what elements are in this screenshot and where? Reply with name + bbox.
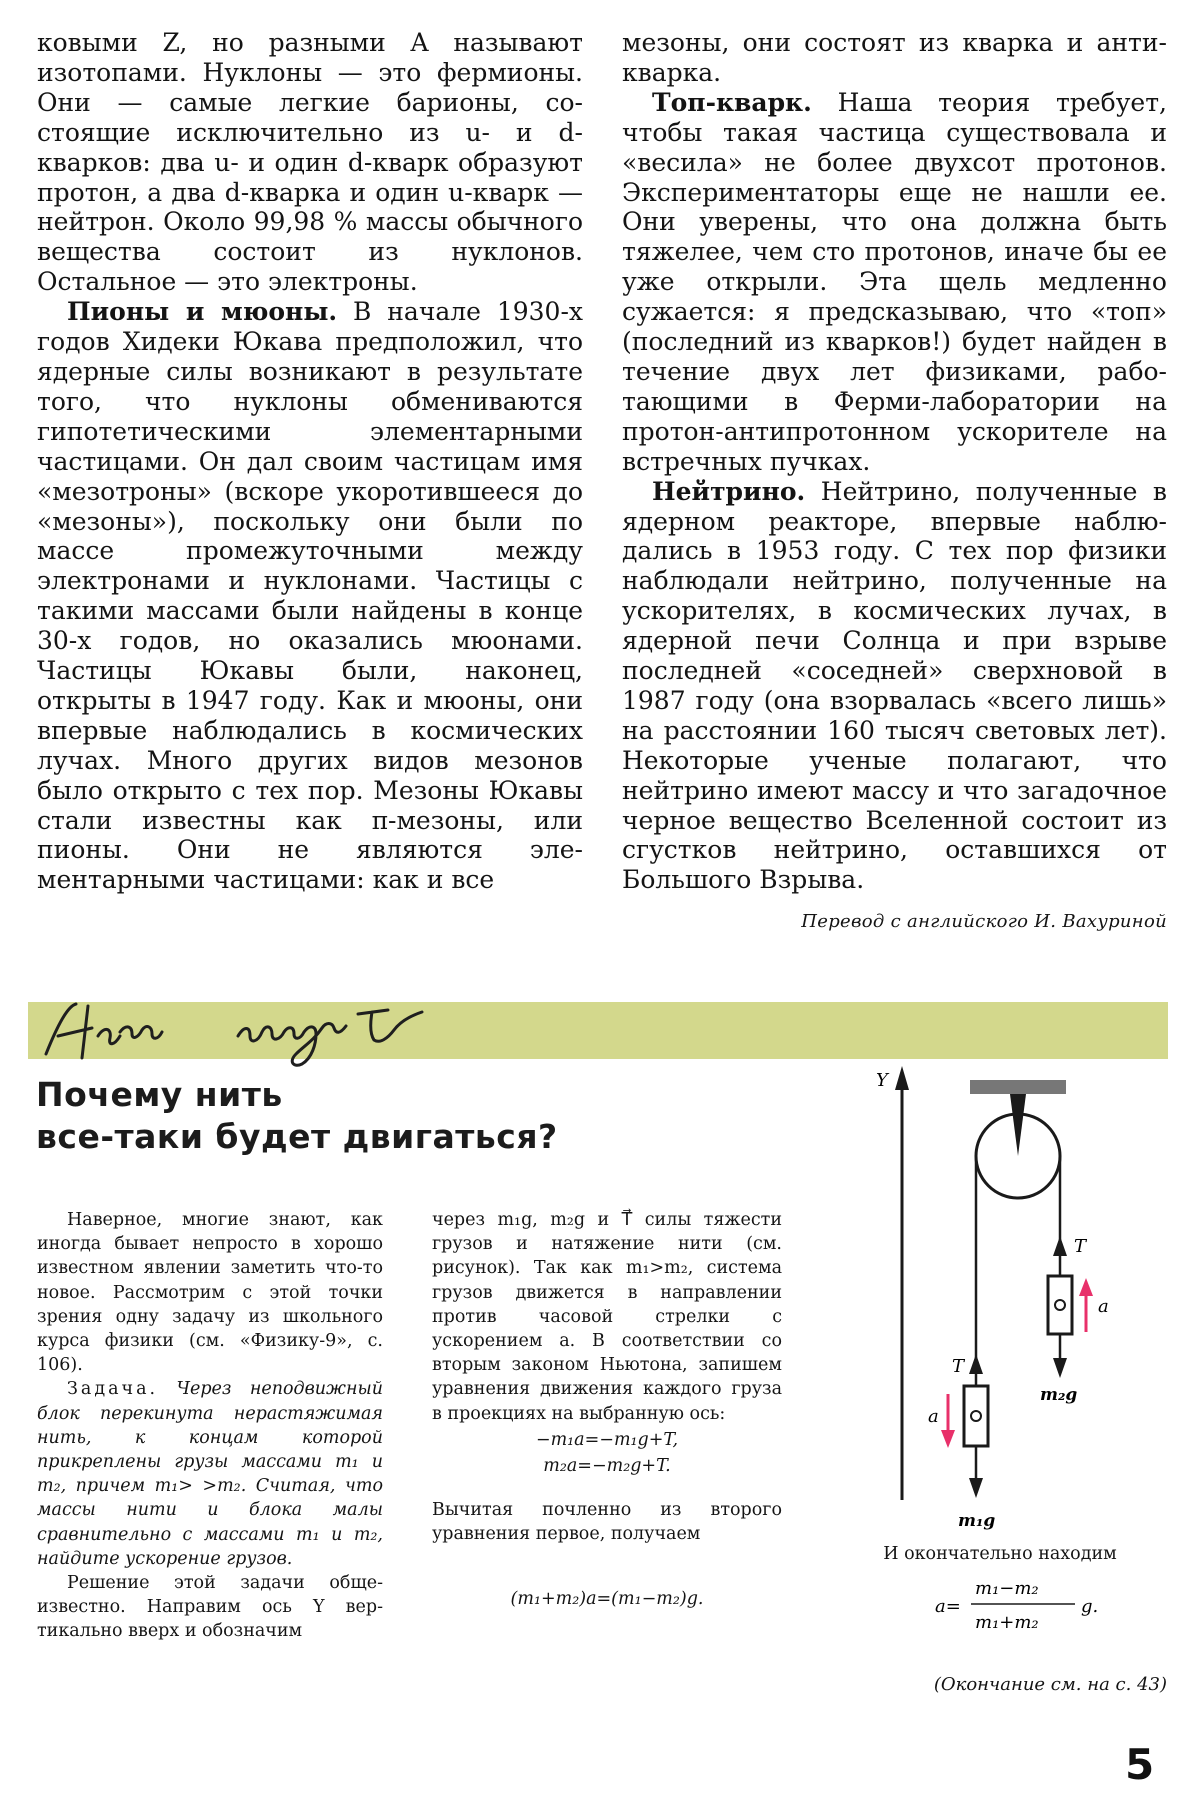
weight-m1-hook [971,1411,981,1421]
subtract-paragraph: Вычитая почленно из второго уравнения первое, получаем [432,1500,782,1545]
article-title-line-1: Почему нить [36,1075,283,1114]
solution-start: Решение этой задачи общеизвестно. Направим ось Y вертикально вверх и обозначим [37,1573,383,1642]
formula-denominator: m₁+m₂ [975,1612,1039,1633]
final-result [830,1542,1170,1566]
tension-arrow-left-icon [969,1354,983,1374]
result-intro: И окончательно находим [883,1544,1117,1564]
article-title [36,1074,596,1158]
gravity-arrow-m1-icon [969,1478,983,1498]
accel-label-right: a [1098,1296,1109,1317]
y-axis-arrow-icon [895,1066,909,1090]
article-intro: Наверное, многие знают, как иногда бывает непросто в хорошо известном явлении заметить что-то новое. Рассмотрим с этой точки зрения одну задачу из школьного курса физики (см. «Физику-9», с. 106). [37,1210,383,1376]
formula-lhs: a= [935,1596,961,1617]
paragraph-nucleons: ковыми Z, но разными A называют изотопами. Нуклоны — это фермионы. Они — самые легкие барионы, состоящие исключительно из u- и d-кварков: два u- и один d-кварк образуют протон, а два d-кварка и один u-кварк — нейтрон. Около 99,98 % массы обычного вещества состоит из нуклонов. Остальное — это электроны. [37,28,583,297]
runin-heading-pions: Пионы и мюоны. [67,297,338,327]
tension-label-left: T [952,1356,965,1377]
y-axis-label: Y [876,1070,888,1091]
acceleration-formula [935,1572,1155,1636]
accel-label-left: a [928,1406,939,1427]
formula-numerator: m₁−m₂ [975,1578,1039,1599]
article-title-line-2: все-таки будет двигаться? [36,1117,558,1156]
continuation-note: (Окончание см. на с. 43) [933,1674,1167,1695]
formula-rhs: g. [1081,1596,1099,1617]
m1g-label: m₁g [958,1511,996,1531]
accel-arrow-up-icon [1079,1278,1093,1296]
ceiling-mount [970,1080,1066,1094]
page-number: 5 [1125,1740,1155,1789]
weight-m2-hook [1055,1300,1065,1310]
top-left-column [37,28,583,895]
task-text: Через неподвижный блок перекинута нерастяжимая нить, к концам которой прикреплены грузы массами m₁ и m₂, причем m₁> >m₂. Считая, что массы нити и блока малы сравнительно с массами m₁ и m₂, найдите ускорение грузов. [37,1379,383,1569]
article-middle-column [432,1208,782,1611]
handwritten-heading-logo [28,984,508,1074]
top-right-column [622,28,1167,937]
paragraph-pions-body: В начале 1930-х годов Хидеки Юкава предположил, что ядерные силы возникают в результате того, что нуклоны обмениваются гипотетическими элементарными частицами. Он дал своим частицам имя «мезотроны» (вскоре укоротившееся до «мезоны»), поскольку они были по массе промежуточными между электронами и нуклонами. Частицы с такими массами были найдены в конце 30-х годов, но оказались мюонами. Частицы Юкавы были, наконец, открыты в 1947 году. Как и мюоны, они впервые наблюдались в космических лучах. Много других видов мезонов было открыто с тех пор. Мезоны Юкавы стали известны как π-мезоны, или пионы. Они не являются элементарными частицами: как и все [37,297,583,895]
paragraph-neutrino-body: Нейтрино, полученные в ядерном реакторе, впервые наблюдались в 1953 году. С тех пор физики наблюдали нейтрино, полученные на ускорителях, в космических лучах, в ядерной печи Солнца и при взрыве последней «соседней» сверхновой в 1987 году (она взорвалась «всего лишь» на расстоянии 160 тысяч световых лет). Некоторые ученые полагают, что нейтрино имеют массу и что загадочное черное вещество Вселенной состоит из сгустков нейтрино, оставшихся от Большого Взрыва. [622,476,1167,895]
paragraph-top-quark-body: Наша теория требует, чтобы такая частица существовала и «весила» не более двухсот протонов. Экспериментаторы еще не нашли ее. Они уверены, что она должна быть тяжелее, чем сто протонов, иначе бы ее уже открыли. Эта щель медленно сужается: я предсказываю, что «топ» (последний из кварков!) будет найден в течение двух лет физиками, работающими в Ферми-лаборатории на протон-антипротонном ускорителе на встречных пучках. [622,87,1167,476]
pulley-bracket [1010,1094,1026,1156]
equation-1: −m₁a=−m₁g+T, [535,1429,679,1450]
forces-paragraph: через m₁g, m₂g и T⃗ силы тяжести грузов и натяжение нити (см. рисунок). Так как m₁>m₂, система грузов движется в направлении против часовой стрелки с ускорением a. В соответствии со вторым законом Ньютона, запишем уравнения движения каждого груза в проекциях на выбранную ось: [432,1210,782,1424]
task-paragraph [37,1377,383,1571]
paragraph-top-quark [622,88,1167,477]
task-label: Задача. [67,1379,159,1400]
paragraph-neutrino [622,477,1167,896]
runin-heading-top-quark: Топ-кварк. [652,87,812,117]
paragraph-pions [37,297,583,895]
pulley-diagram [840,1060,1160,1540]
equation-2: m₂a=−m₂g+T. [543,1456,671,1477]
section-banner [28,1002,1168,1059]
paragraph-mesons-end: мезоны, они состоят из кварка и антикварка. [622,28,1167,87]
tension-arrow-right-icon [1053,1236,1067,1256]
gravity-arrow-m2-icon [1053,1358,1067,1378]
translation-credit: Перевод с английского И. Вахуриной [801,911,1167,933]
accel-arrow-down-icon [941,1430,955,1448]
runin-heading-neutrino: Нейтрино. [652,476,806,506]
article-left-column [37,1208,383,1644]
tension-label-right: T [1074,1236,1087,1257]
equation-3: (m₁+m₂)a=(m₁−m₂)g. [510,1588,704,1609]
m2g-label: m₂g [1040,1385,1078,1405]
